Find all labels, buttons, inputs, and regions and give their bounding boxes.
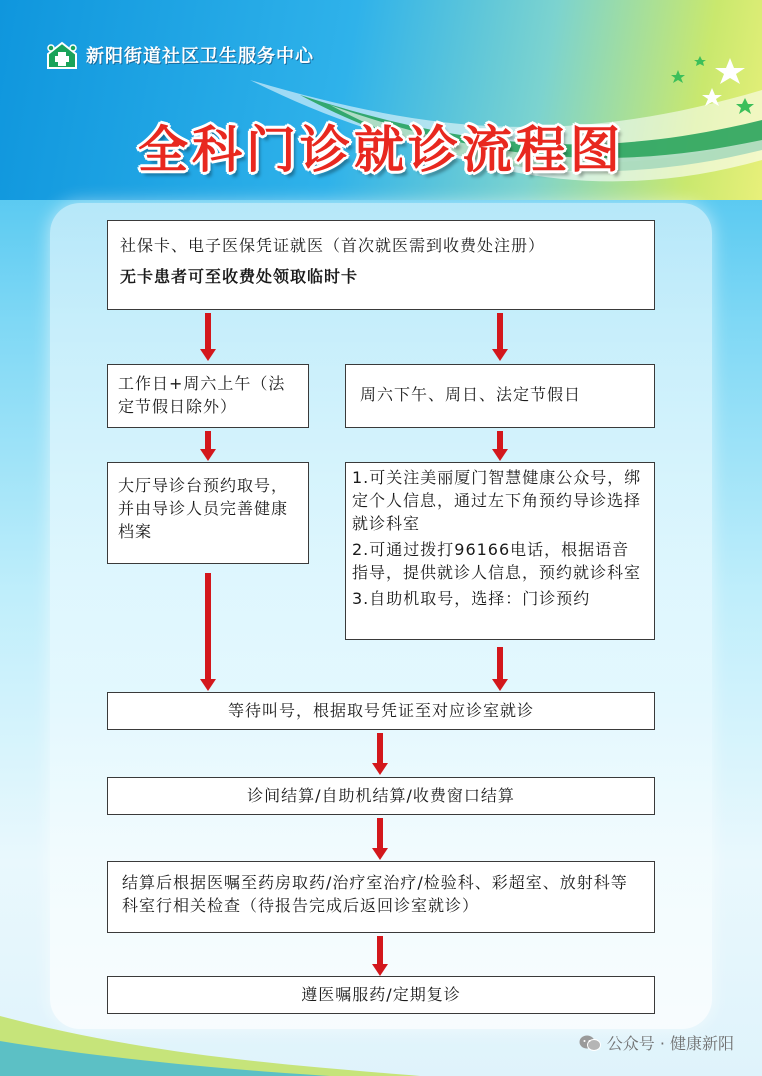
watermark-text: 公众号 · 健康新阳 (606, 1034, 734, 1053)
temporary-card-text: 无卡患者可至收费处领取临时卡 (120, 267, 359, 286)
arrow-to-followup (372, 936, 388, 976)
weekend-time-box (345, 364, 655, 428)
option-wechat-text: 1.可关注美丽厦门智慧健康公众号，绑定个人信息，通过左下角预约导诊选择就诊科室 (352, 468, 642, 533)
followup-text: 遵医嘱服药/定期复诊 (301, 985, 461, 1004)
arrow-left-to-wait (200, 573, 216, 691)
weekend-time-text: 周六下午、周日、法定节假日 (360, 385, 582, 404)
arrow-to-weekend (492, 313, 508, 361)
wechat-watermark (579, 1031, 734, 1054)
weekday-time-text: 工作日+周六上午（法定节假日除外） (118, 374, 286, 416)
option-phone-text: 2.可通过拨打96166电话，根据语音指导，提供就诊人信息，预约就诊科室 (352, 540, 642, 582)
appointment-options-box (345, 462, 655, 640)
arrow-to-front-desk (200, 431, 216, 461)
arrow-to-weekday (200, 313, 216, 361)
weekday-time-box (107, 364, 309, 428)
examination-text: 结算后根据医嘱至药房取药/治疗室治疗/检验科、彩超室、放射科等科室行相关检查（待报告完成后返回诊室就诊） (122, 873, 628, 915)
org-name: 新阳街道社区卫生服务中心 (86, 46, 314, 67)
front-desk-box (107, 462, 309, 564)
arrow-to-examination (372, 818, 388, 860)
arrow-to-payment (372, 733, 388, 775)
option-kiosk-text: 3.自助机取号，选择：门诊预约 (352, 589, 591, 608)
wait-call-text: 等待叫号，根据取号凭证至对应诊室就诊 (227, 701, 534, 720)
wait-call-box (107, 692, 655, 730)
payment-box (107, 777, 655, 815)
examination-box (107, 861, 655, 933)
payment-text: 诊间结算/自助机结算/收费窗口结算 (247, 786, 515, 805)
page-title: 全科门诊就诊流程图 (138, 120, 624, 179)
health-center-logo-icon (44, 40, 80, 70)
registration-text: 社保卡、电子医保凭证就医（首次就医需到收费处注册） (120, 236, 546, 255)
org-logo (44, 40, 314, 70)
arrow-to-options (492, 431, 508, 461)
followup-box (107, 976, 655, 1014)
step-registration-box (107, 220, 655, 310)
arrow-right-to-wait (492, 647, 508, 691)
wechat-icon (579, 1034, 601, 1052)
front-desk-text: 大厅导诊台预约取号，并由导诊人员完善健康档案 (118, 476, 289, 541)
